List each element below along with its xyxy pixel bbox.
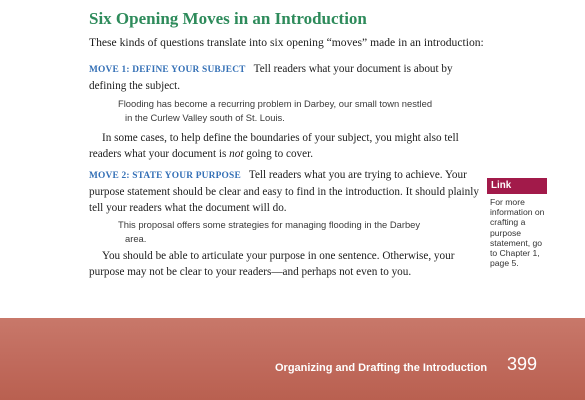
page-number: 399 [507, 354, 538, 374]
move1-followup-emphasis: not [229, 148, 244, 160]
move1-label: MOVE 1: DEFINE YOUR SUBJECT [89, 65, 246, 75]
move1-followup [89, 130, 479, 162]
move1-example-line2: in the Curlew Valley south of St. Louis. [125, 112, 285, 123]
move2-followup [89, 248, 479, 280]
move2-example [118, 218, 478, 246]
move1-followup-end: going to cover. [243, 148, 314, 160]
link-sidebar [487, 178, 547, 268]
sidebar-header: Link [487, 178, 547, 194]
move2-text: Tell readers what you are trying to achieve. Your purpose statement should be clear and easy to find in the introduction. It should plainly tell your readers what the document will do. [89, 169, 479, 214]
section-title: Six Opening Moves in an Introduction [89, 9, 367, 28]
footer-band [0, 318, 585, 400]
move1-example [118, 97, 478, 125]
move2-example-line1: This proposal offers some strategies for managing flooding in the Darbey [118, 219, 421, 230]
move1-paragraph [89, 61, 479, 94]
running-title: Organizing and Drafting the Introduction [275, 362, 488, 374]
intro-sentence: These kinds of questions translate into six opening “moves” made in an introduction: [89, 36, 484, 49]
move1-text: Tell readers what your document is about by defining the subject. [89, 63, 453, 92]
move2-paragraph [89, 167, 479, 216]
sidebar-text: For more information on crafting a purpose statement, go to Chapter 1, page 5. [490, 197, 545, 269]
move1-followup-text: In some cases, to help define the boundaries of your subject, you might also tell readers what your document is [89, 132, 459, 160]
move2-followup-text: You should be able to articulate your purpose in one sentence. Otherwise, your purpose may not be clear to your readers—and perhaps not even to you. [89, 250, 455, 278]
move2-label: MOVE 2: STATE YOUR PURPOSE [89, 171, 241, 181]
move2-example-line2: area. [125, 233, 147, 244]
move1-example-line1: Flooding has become a recurring problem in Darbey, our small town nestled [118, 98, 433, 109]
